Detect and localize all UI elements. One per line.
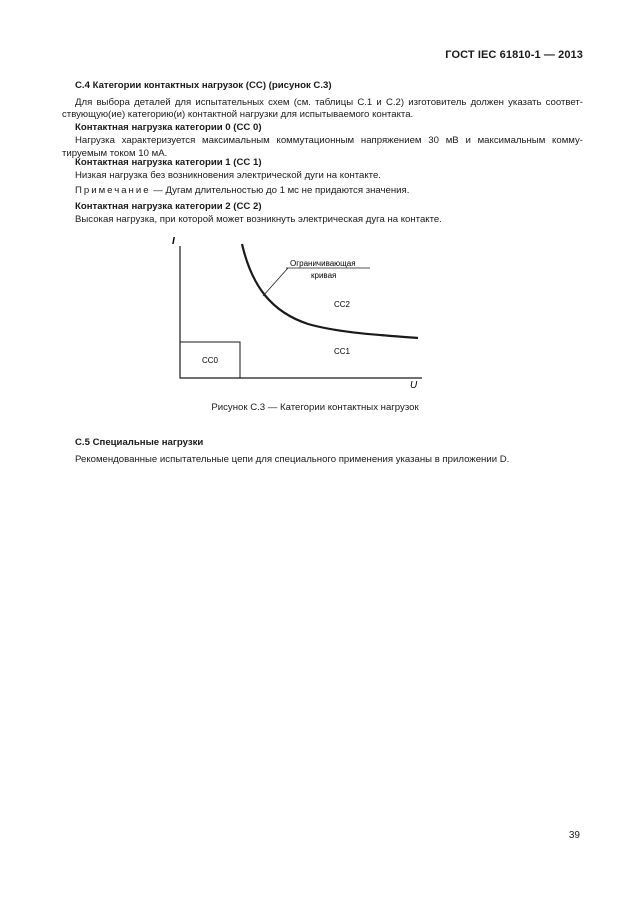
- section-c4-title: С.4 Категории контактных нагрузок (СС) (рисунок С.3): [75, 80, 332, 91]
- page-number: 39: [568, 830, 580, 841]
- cc2-title: Контактная нагрузка категории 2 (СС 2): [75, 201, 262, 212]
- section-c5-title: С.5 Специальные нагрузки: [75, 437, 204, 448]
- x-axis-label: U: [410, 380, 418, 391]
- curve-label-line1: Ограничивающая: [290, 259, 356, 268]
- curve-label-leader: [263, 268, 288, 296]
- cc1-text: Низкая нагрузка без возникновения электрической дуги на контакте.: [75, 170, 381, 181]
- y-axis-label: I: [172, 236, 175, 247]
- cc2-block: [75, 200, 583, 226]
- section-c5-text: Рекомендованные испытательные цепи для специального применения указаны в приложении D.: [75, 454, 510, 465]
- c4-intro-cont: [62, 108, 583, 121]
- region-cc2-label: CC2: [334, 300, 351, 309]
- note-block: [75, 184, 583, 197]
- cc0-title: Контактная нагрузка категории 0 (СС 0): [75, 122, 262, 133]
- cc1-title: Контактная нагрузка категории 1 (СС 1): [75, 157, 262, 168]
- curve-label-line2: кривая: [311, 271, 337, 280]
- cc0-line1: Нагрузка характеризуется максимальным коммутационным напряжением 30 мВ и максимальным комму-: [75, 135, 583, 146]
- document-header: ГОСТ IEC 61810-1 — 2013: [445, 49, 583, 61]
- region-cc1-label: CC1: [334, 347, 351, 356]
- section-c5-body: [75, 453, 583, 466]
- c4-intro-line1: Для выбора деталей для испытательных схем (см. таблицы С.1 и С.2) изготовитель должен указать соответ-: [75, 97, 583, 108]
- note-text: — Дугам длительностью до 1 мс не придаются значения.: [150, 185, 410, 196]
- cc0-line2: тируемым током 10 мА.: [62, 148, 168, 159]
- cc2-text: Высокая нагрузка, при которой может возникнуть электрическая дуга на контакте.: [75, 214, 442, 225]
- cc0-block: [75, 121, 583, 147]
- c4-intro-line2: ствующую(ие) категорию(и) контактной нагрузки для испытываемого контакта.: [62, 109, 414, 120]
- region-cc0-label: CC0: [202, 356, 219, 365]
- section-c5: [75, 436, 583, 449]
- figure-caption: Рисунок С.3 — Категории контактных нагрузок: [211, 402, 419, 413]
- note-line: [75, 184, 583, 197]
- cc1-block: [75, 156, 583, 182]
- section-c4: [75, 79, 583, 92]
- note-label: Примечание: [75, 185, 151, 196]
- contact-load-diagram: [160, 232, 440, 392]
